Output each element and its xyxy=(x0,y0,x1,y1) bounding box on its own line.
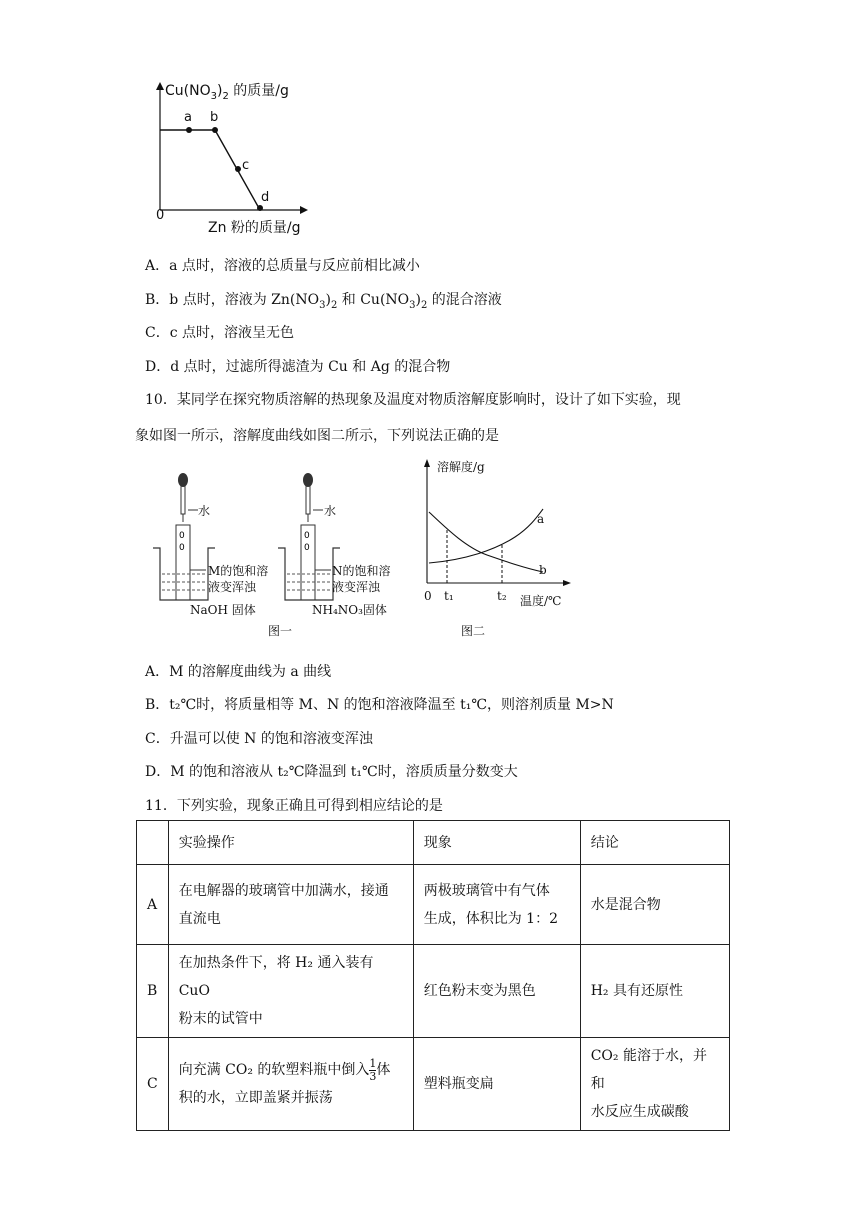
fig1-left-solid: NaOH 固体 xyxy=(190,603,256,617)
operation-cell: 在电解器的玻璃管中加满水，接通 直流电 xyxy=(168,865,413,945)
conclusion-cell: 水是混合物 xyxy=(580,865,729,945)
fraction-one-third: $\frac{1}{3}$ xyxy=(369,1056,377,1083)
point-a xyxy=(186,127,192,133)
fig2-curve-b: b xyxy=(539,563,547,577)
fig2-t1: t₁ xyxy=(444,589,454,603)
row-label: A xyxy=(137,865,169,945)
table-row xyxy=(137,865,730,945)
conclusion-cell: CO₂ 能溶于水，并和 水反应生成碳酸 xyxy=(580,1038,729,1131)
q10-stem-line2: 象如图一所示，溶解度曲线如图二所示，下列说法正确的是 xyxy=(135,428,499,444)
graph1-point-a-label: a xyxy=(184,110,192,125)
table-header-cell: 实验操作 xyxy=(168,821,413,865)
q10-option-d: D．M 的饱和溶液从 t₂℃降温到 t₁℃时，溶质质量分数变大 xyxy=(145,764,518,780)
fig2-caption: 图二 xyxy=(461,624,486,638)
fig2-ylabel: 溶解度/g xyxy=(437,460,485,474)
graph1-xlabel: Zn 粉的质量/g xyxy=(208,220,301,236)
fig1-right-note1: N的饱和溶 xyxy=(332,564,391,578)
table-header-cell: 结论 xyxy=(580,821,729,865)
fig1-left-note1: M的饱和溶 xyxy=(208,564,269,578)
graph1-ylabel: $Cu(NO_3)_2$ 的质量/g xyxy=(165,83,289,102)
svg-text:0: 0 xyxy=(179,543,185,553)
q11-stem: 11．下列实验，现象正确且可得到相应结论的是 xyxy=(145,798,443,814)
q10-option-a: A．M 的溶解度曲线为 a 曲线 xyxy=(145,664,332,680)
q9-option-a: A．a 点时，溶液的总质量与反应前相比减小 xyxy=(145,258,420,274)
graph1-origin: 0 xyxy=(156,208,165,223)
fig2-xlabel: 温度/℃ xyxy=(520,594,562,608)
point-d xyxy=(257,205,263,211)
experiment-table xyxy=(136,820,730,1131)
phenomenon-cell: 红色粉末变为黑色 xyxy=(413,945,580,1038)
row-label: C xyxy=(137,1038,169,1131)
point-c xyxy=(235,166,241,172)
cu-nitrate-graph xyxy=(140,78,320,238)
table-row xyxy=(137,945,730,1038)
fig1-left-water: 水 xyxy=(198,504,211,518)
svg-text:0: 0 xyxy=(179,531,185,541)
q9-option-d: D．d 点时，过滤所得滤渣为 Cu 和 Ag 的混合物 xyxy=(145,359,451,375)
fig2-t2: t₂ xyxy=(497,589,507,603)
svg-text:0: 0 xyxy=(304,531,310,541)
q10-option-b: B．t₂℃时，将质量相等 M、N 的饱和溶液降温至 t₁℃，则溶剂质量 M>N xyxy=(145,697,614,713)
fig1-right-solid: NH₄NO₃固体 xyxy=(312,603,387,617)
graph1-point-b-label: b xyxy=(210,110,219,125)
operation-cell: 向充满 CO₂ 的软塑料瓶中倒入 $\frac{1}{3}$ 体 积的水，立即盖紧并振荡 xyxy=(168,1038,413,1131)
table-header-cell xyxy=(137,821,169,865)
conclusion-cell: H₂ 具有还原性 xyxy=(580,945,729,1038)
fig2-curve-a: a xyxy=(537,512,545,526)
operation-cell: 在加热条件下，将 H₂ 通入装有 CuO 粉末的试管中 xyxy=(168,945,413,1038)
q10-stem-line1: 10．某同学在探究物质溶解的热现象及温度对物质溶解度影响时，设计了如下实验，现 xyxy=(145,392,681,408)
phenomenon-cell: 塑料瓶变扁 xyxy=(413,1038,580,1131)
table-row xyxy=(137,1038,730,1131)
svg-text:0: 0 xyxy=(304,543,310,553)
graph1-point-c-label: c xyxy=(242,158,250,173)
fig1-right-water: 水 xyxy=(324,504,337,518)
point-b xyxy=(212,127,218,133)
fig1-right-note2: 液变浑浊 xyxy=(332,580,381,594)
row-label: B xyxy=(137,945,169,1038)
phenomenon-cell: 两极玻璃管中有气体 生成，体积比为 1：2 xyxy=(413,865,580,945)
fig1-left-note2: 液变浑浊 xyxy=(208,580,257,594)
fig1-caption: 图一 xyxy=(268,624,293,638)
q9-option-b: B．b 点时，溶液为 $Zn(NO_3)_2$ 和 $Cu(NO_3)_2$ 的混合溶液 xyxy=(145,292,502,311)
fig2-origin: 0 xyxy=(424,589,432,603)
graph1-point-d-label: d xyxy=(261,190,270,205)
q9-option-c: C．c 点时，溶液呈无色 xyxy=(145,325,295,341)
table-header-cell: 现象 xyxy=(413,821,580,865)
figure-two-solubility xyxy=(415,455,585,605)
figure-one-apparatus xyxy=(148,470,408,620)
table-header-row xyxy=(137,821,730,865)
q10-option-c: C．升温可以使 N 的饱和溶液变浑浊 xyxy=(145,731,373,747)
